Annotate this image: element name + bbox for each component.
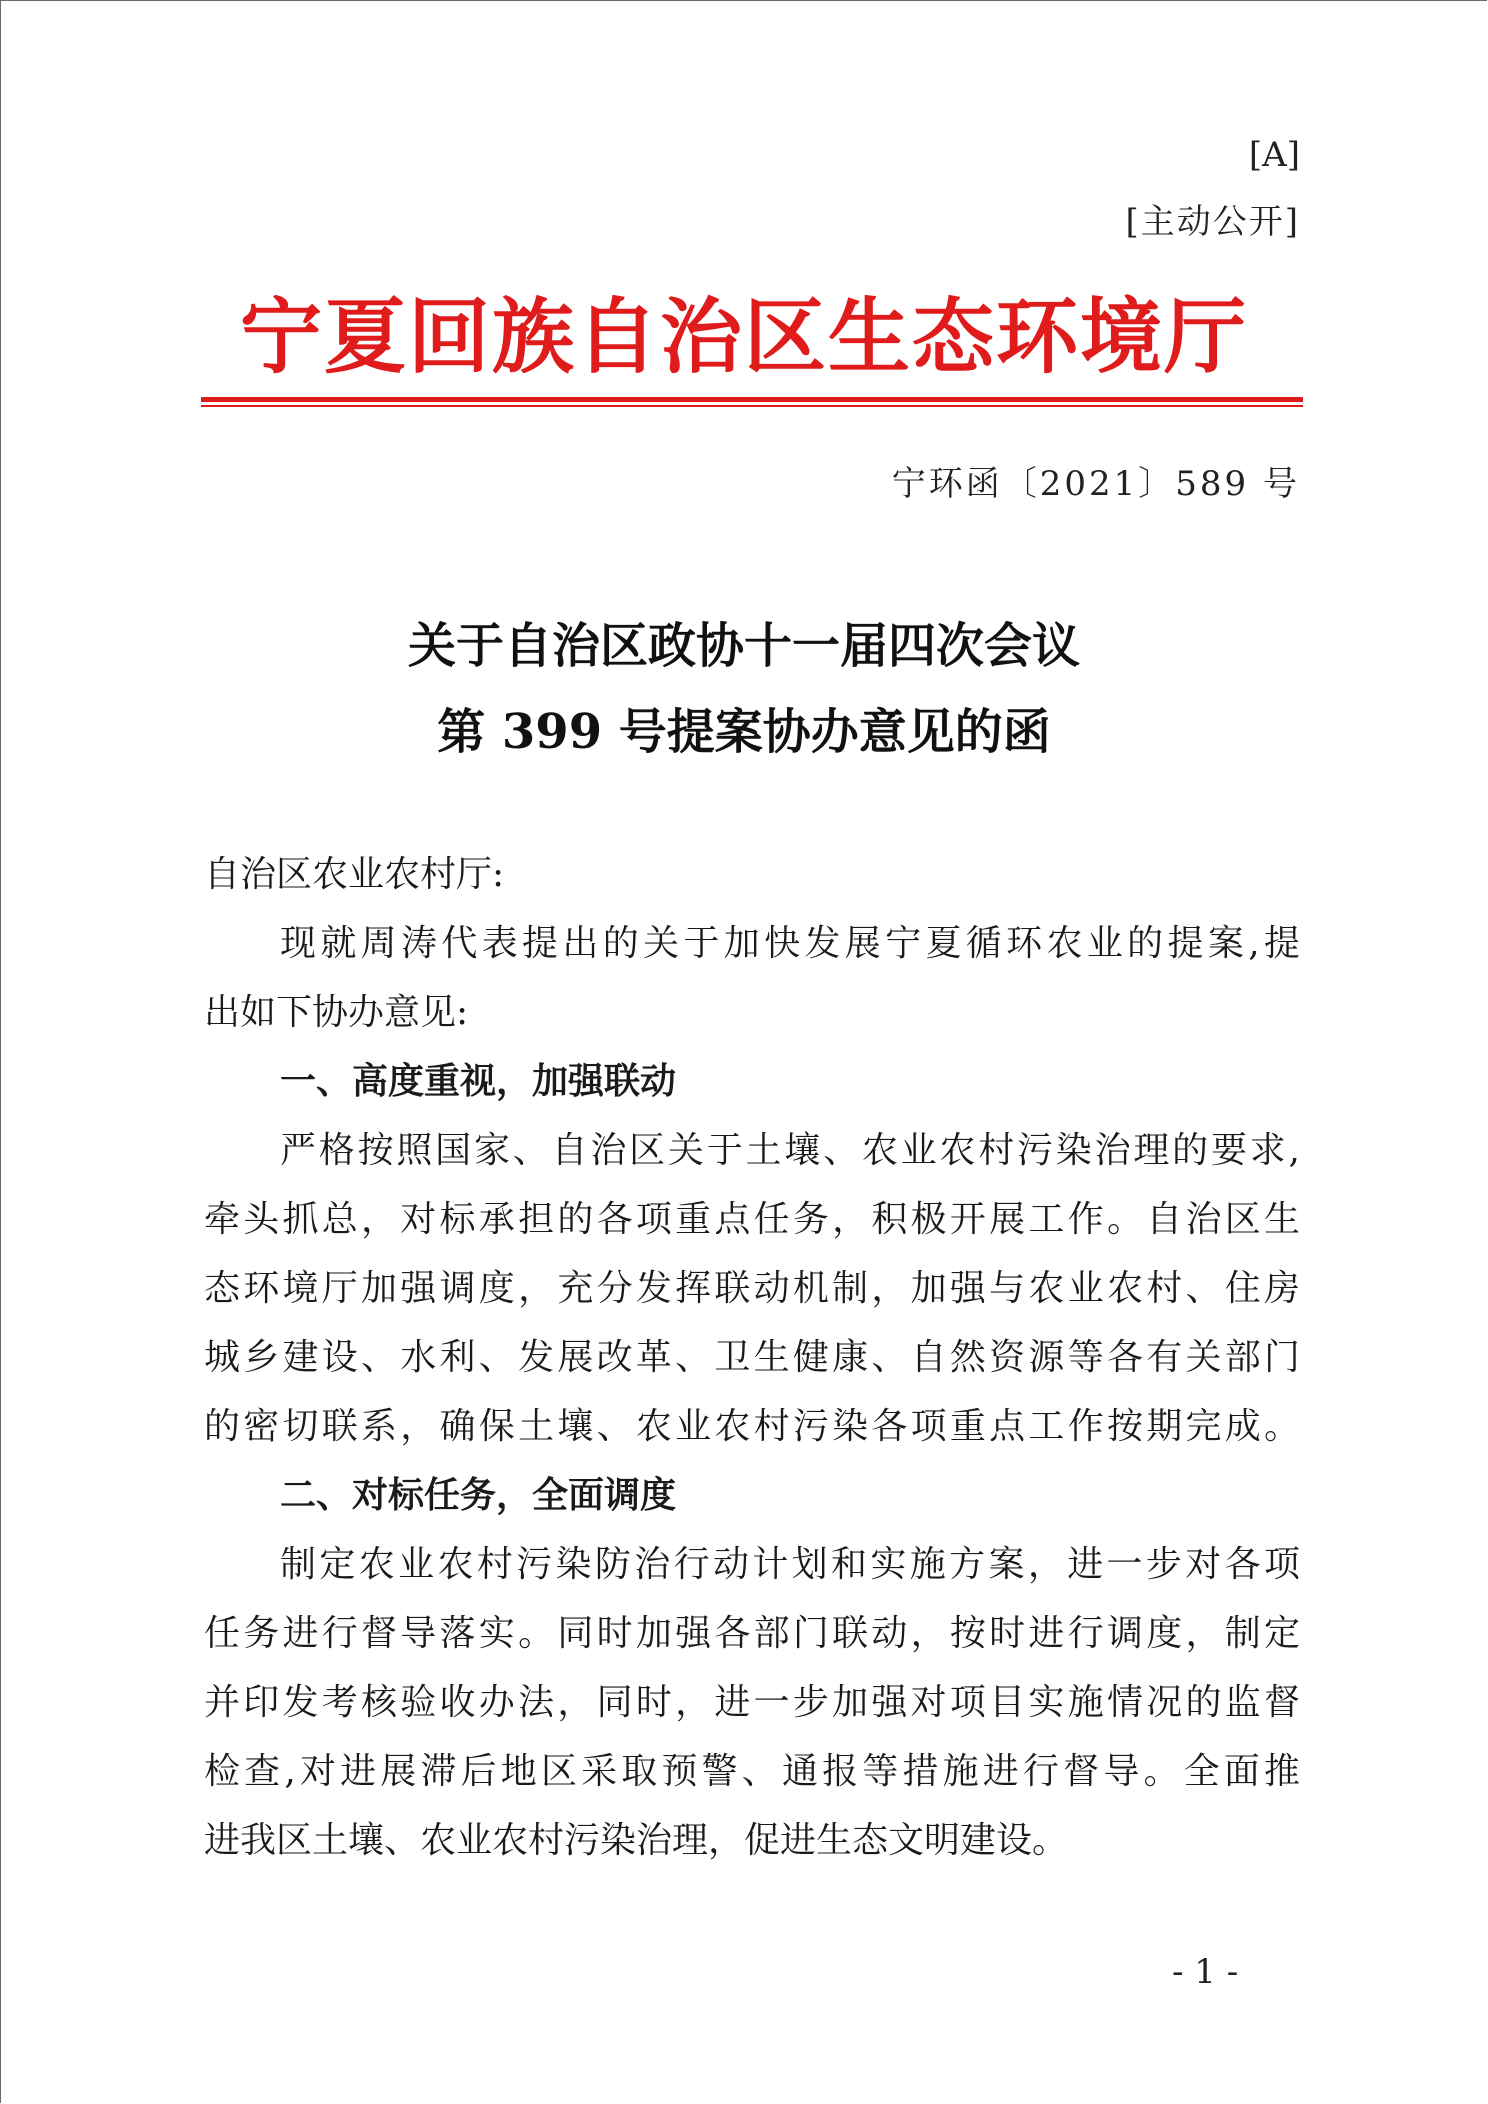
disclosure-mark: [主动公开]	[1125, 202, 1300, 242]
section2-line: 并印发考核验收办法，同时，进一步加强对项目实施情况的监督	[204, 1682, 1300, 1723]
document-title-line-2: 第 399 号提案协办意见的函	[437, 704, 1051, 760]
section2-line: 任务进行督导落实。同时加强各部门联动，按时进行调度，制定	[204, 1613, 1300, 1654]
section1-line: 态环境厅加强调度，充分发挥联动机制，加强与农业农村、住房	[204, 1268, 1300, 1309]
section2-line: 进我区土壤、农业农村污染治理，促进生态文明建设。	[204, 1820, 1069, 1861]
section-heading-2: 二、对标任务，全面调度	[280, 1475, 677, 1516]
section-heading-1: 一、高度重视，加强联动	[280, 1061, 677, 1102]
letter-body	[204, 840, 1300, 1875]
addressee: 自治区农业农村厅:	[204, 854, 505, 895]
intro-line: 现就周涛代表提出的关于加快发展宁夏循环农业的提案,提	[280, 923, 1300, 964]
document-title-line-1: 关于自治区政协十一届四次会议	[407, 618, 1080, 674]
document-class-mark: [A]	[1248, 135, 1300, 175]
letterhead-red-rule	[201, 397, 1303, 402]
page-number: - 1 -	[1172, 1952, 1239, 1992]
letterhead-red-rule-thin	[201, 405, 1303, 407]
section2-line: 检查,对进展滞后地区采取预警、通报等措施进行督导。全面推	[204, 1751, 1300, 1792]
section1-line: 严格按照国家、自治区关于土壤、农业农村污染治理的要求,	[280, 1130, 1300, 1171]
document-number: 宁环函〔2021〕589 号	[891, 464, 1300, 504]
section1-line: 城乡建设、水利、发展改革、卫生健康、自然资源等各有关部门	[204, 1337, 1300, 1378]
section2-line: 制定农业农村污染防治行动计划和实施方案，进一步对各项	[280, 1544, 1300, 1585]
section1-line: 的密切联系，确保土壤、农业农村污染各项重点工作按期完成。	[204, 1406, 1300, 1447]
agency-letterhead: 宁夏回族自治区生态环境厅	[239, 290, 1248, 385]
intro-line: 出如下协办意见:	[204, 992, 469, 1033]
section1-line: 牵头抓总，对标承担的各项重点任务，积极开展工作。自治区生	[204, 1199, 1300, 1240]
